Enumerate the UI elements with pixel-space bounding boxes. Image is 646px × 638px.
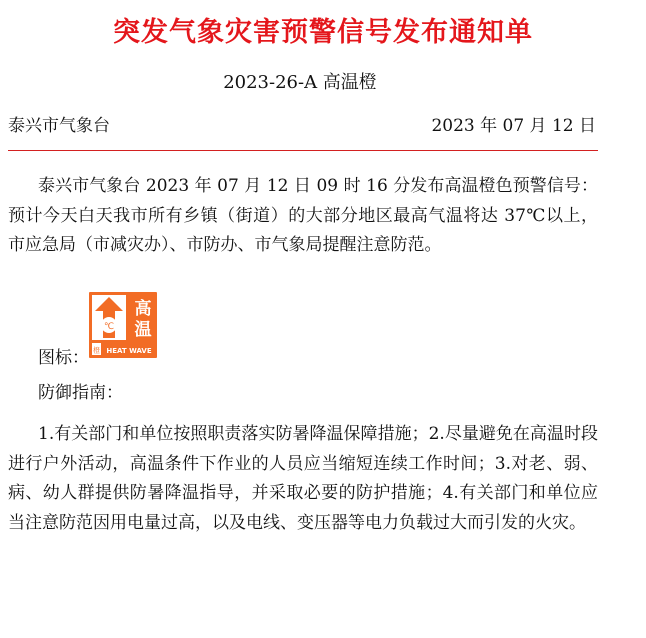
warning-level-char: 橙 (93, 346, 100, 355)
heat-wave-orange-warning-icon (89, 292, 157, 358)
header-divider (8, 150, 598, 151)
icon-label: 图标： (38, 348, 89, 368)
warning-char-bottom: 温 (134, 320, 152, 340)
guide-label: 防御指南： (38, 383, 123, 403)
thermo-unit-text: ℃ (103, 322, 115, 332)
warning-caption: HEAT WAVE (106, 347, 152, 355)
warning-char-top: 高 (134, 299, 152, 319)
issuer-name: 泰兴市气象台 (8, 116, 110, 136)
document-title: 突发气象灾害预警信号发布通知单 (113, 17, 533, 48)
document-number: 2023-26-A 高温橙 (223, 72, 377, 93)
notice-paragraph: 泰兴市气象台 2023 年 07 月 12 日 09 时 16 分发布高温橙色预警信号：预计今天白天我市所有乡镇（街道）的大部分地区最高气温将达 37℃以上，市应急局（市减灾办）、市防办、市气象局提醒注意防范。 (8, 176, 598, 255)
guide-paragraph: 1.有关部门和单位按照职责落实防暑降温保障措施；2.尽量避免在高温时段进行户外活动，高温条件下作业的人员应当缩短连续工作时间；3.对老、弱、病、幼人群提供防暑降温指导，并采取必要的防护措施；4.有关部门和单位应当注意防范因用电量过高，以及电线、变压器等电力负载过大而引发的火灾。 (8, 424, 598, 533)
issue-date: 2023 年 07 月 12 日 (431, 116, 596, 136)
